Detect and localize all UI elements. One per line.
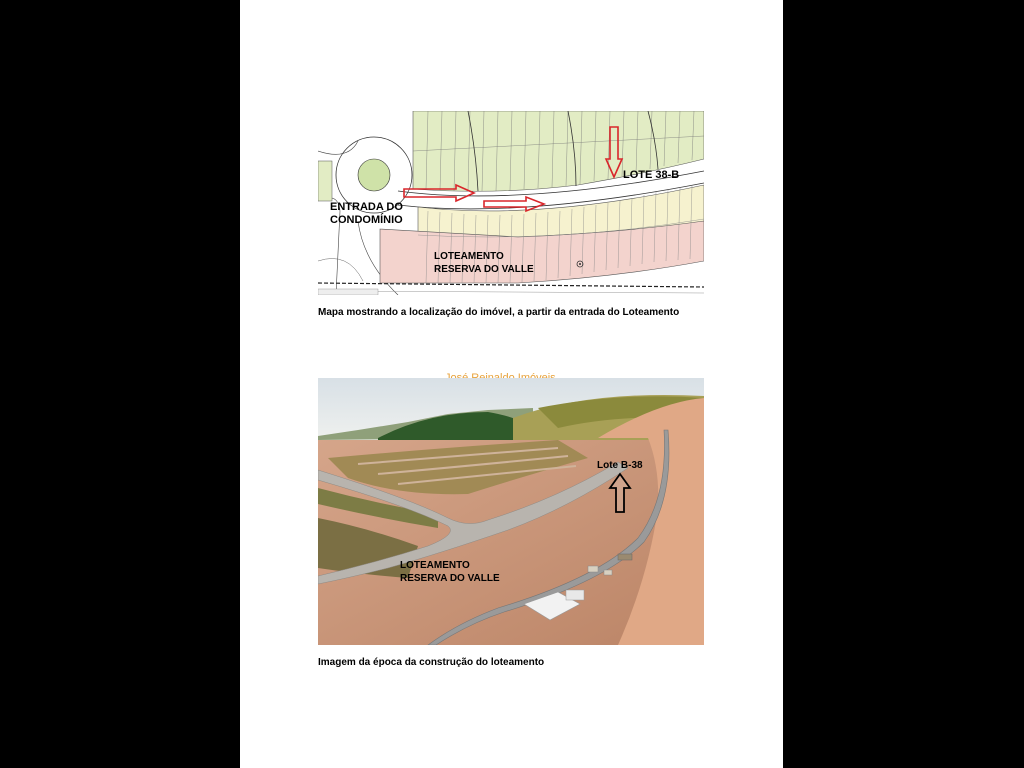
lot-38b-label: LOTE 38-B — [623, 169, 680, 181]
document-page — [240, 0, 783, 768]
subdivision-label-line2: RESERVA DO VALLE — [434, 264, 534, 275]
aerial-photo-image — [318, 378, 704, 645]
roundabout-green-island — [358, 159, 390, 191]
lot-b38-label: Lote B-38 — [597, 460, 643, 471]
site-map-figure — [318, 111, 704, 295]
entrance-label-line2: CONDOMÍNIO — [330, 214, 403, 226]
aerial-photo-figure — [318, 378, 704, 645]
entrance-label-line1: ENTRADA DO — [330, 201, 403, 213]
map-caption: Mapa mostrando a localização do imóvel, a partir da entrada do Loteamento — [318, 307, 680, 318]
subdivision-label-line1: LOTEAMENTO — [434, 251, 504, 262]
subdivision-photo-label-line2: RESERVA DO VALLE — [400, 573, 500, 584]
subdivision-photo-label-line1: LOTEAMENTO — [400, 560, 470, 571]
photo-caption: Imagem da época da construção do loteamento — [318, 657, 545, 668]
